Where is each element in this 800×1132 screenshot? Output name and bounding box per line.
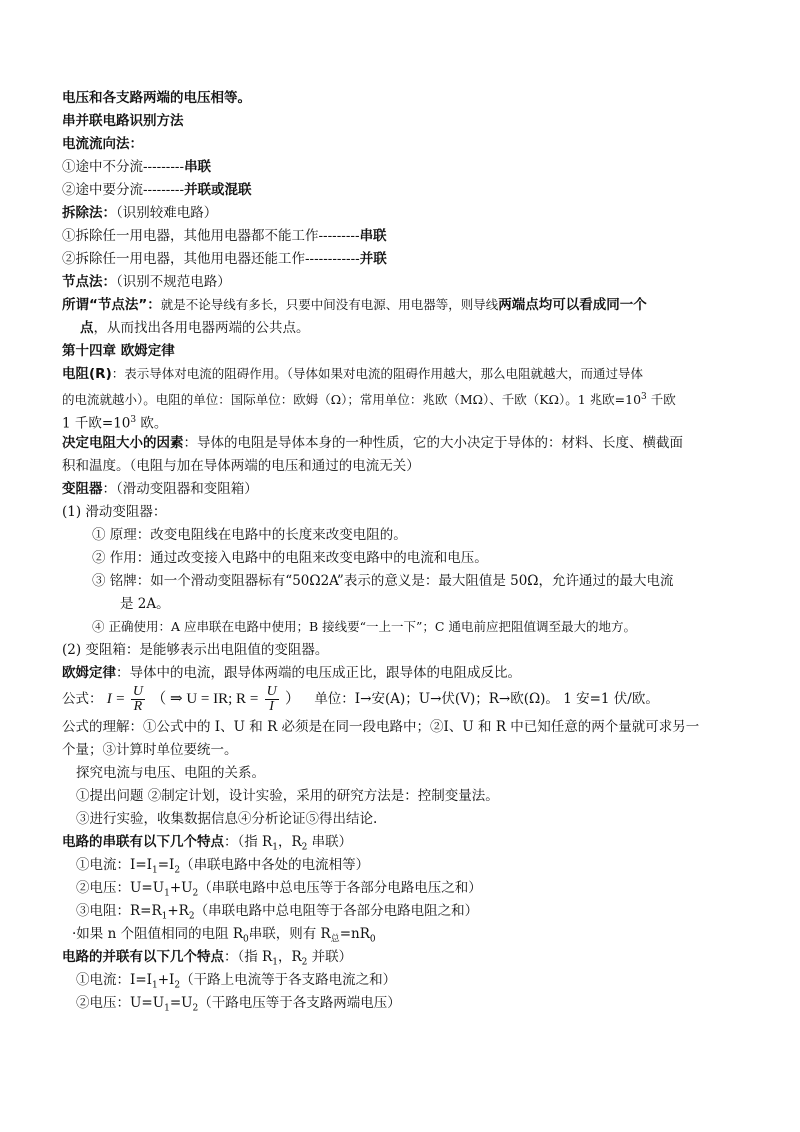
denominator: I: [269, 699, 274, 714]
paragraph-resistance-2: [62, 387, 676, 410]
text: ：导体中的电流，跟导体两端的电压成正比，跟导体的电阻成反比。: [116, 665, 521, 681]
subscript: 1: [164, 1003, 170, 1014]
text: =U: [169, 995, 193, 1011]
text: （识别不规范电路）: [116, 274, 231, 290]
text: =nR: [339, 926, 370, 942]
text: 千欧: [646, 392, 676, 408]
formula-label: 公式：: [62, 691, 103, 707]
text-bold: 串联: [359, 228, 387, 244]
paragraph-node-method-2: [80, 318, 310, 338]
paragraph-resistance-3: [62, 410, 167, 434]
chapter-14-title: [62, 341, 175, 361]
text: （串联电路中各处的电流相等）: [180, 857, 370, 873]
text: 第十四章 欧姆定律: [62, 343, 175, 359]
heading-current-flow-method: [62, 134, 143, 154]
text: =I: [157, 857, 175, 873]
subscript: 1: [151, 980, 158, 991]
formula-line: [62, 684, 659, 714]
formula-fraction-u-over-i: [265, 685, 279, 714]
text: 串联，则有 R: [248, 926, 331, 942]
text: ① 原理：改变电阻线在电路中的长度来改变电阻的。: [92, 527, 407, 543]
paragraph-formula-understanding-2: [62, 740, 238, 760]
text-bold: 串联: [184, 159, 212, 175]
text: ，从而找出各用电器两端的公共点。: [93, 320, 310, 336]
heading-series-features: [62, 832, 352, 858]
text: 电压和各支路两端的电压相等。: [62, 90, 251, 106]
text: ①提出问题 ②制定计划，设计实验，采用的研究方法是：控制变量法。: [76, 788, 499, 804]
text: 的电流就越小）。电阻的单位：国际单位：欧姆（Ω）；常用单位：兆欧（MΩ）、千欧（KΩ）。1 兆欧=10: [62, 392, 642, 408]
text-bold: 拆除法：: [62, 205, 116, 221]
text: ①电流：I=I: [76, 972, 152, 988]
text-bold: 电路的串联有以下几个特点: [62, 834, 224, 850]
text: 欧。: [136, 415, 168, 432]
text: （干路上电流等于各支路电流之和）: [180, 972, 397, 988]
subscript: 总: [330, 934, 340, 945]
subscript: 1: [272, 842, 278, 853]
text: ·如果 n 个阻值相同的电阻 R: [72, 926, 244, 942]
text: ②途中要分流---------: [62, 182, 185, 198]
subscript: 2: [301, 842, 308, 853]
subscript: 1: [272, 957, 278, 968]
text: ③进行实验，收集数据信息④分析论证⑤得出结论.: [76, 811, 378, 827]
item-series-voltage: [76, 878, 482, 904]
subscript: 2: [192, 1003, 199, 1014]
heading-parallel-features: [62, 947, 352, 973]
subscript: 1: [161, 911, 168, 922]
text: ：表示导体对电流的阻碍作用。（导体如果对电流的阻碍作用越大，那么电阻就越大，而通过导体: [111, 366, 644, 381]
item-series-n-resistors: [72, 924, 376, 950]
text: ③电阻：R=R: [76, 903, 162, 919]
text: +I: [157, 972, 175, 988]
heading-series-parallel-identification: [62, 111, 184, 131]
text: ②电压：U=U: [76, 880, 165, 896]
text: ②拆除任一用电器，其他用电器还能工作------------: [62, 251, 360, 267]
text: ：导体的电阻是导体本身的一种性质，它的大小决定于导体的：材料、长度、横截面: [183, 435, 683, 451]
text: 串并联电路识别方法: [62, 113, 184, 129]
text: 公式的理解：①公式中的 I、U 和 R 必须是在同一段电路中；②I、U 和 R 中已知任意的两个量就可求另一: [62, 719, 700, 735]
formula-var-i: I: [106, 691, 112, 707]
text: ①拆除任一用电器，其他用电器都不能工作---------: [62, 228, 360, 244]
subscript: 2: [174, 980, 181, 991]
text: ：（滑动变阻器和变阻箱）: [102, 481, 258, 497]
text: +U: [169, 880, 193, 896]
item-remove-still-work: [62, 249, 387, 269]
item-function: [92, 548, 488, 568]
text: ② 作用：通过改变接入电路中的电阻来改变电路中的电流和电压。: [92, 550, 488, 566]
formula-units: 单位：I→安(A)；U→伏(V)；R→欧(Ω)。 1 安=1 伏/欧。: [314, 691, 659, 707]
item-nameplate-cont: [120, 594, 170, 614]
text: （识别较难电路）: [116, 205, 218, 221]
text-bold: 并联: [359, 251, 387, 267]
text: ②电压：U=U: [76, 995, 165, 1011]
item-series-current: [76, 855, 369, 881]
text: （串联电路中总电阻等于各部分电路电阻之和）: [194, 903, 479, 919]
superscript: 3: [130, 415, 137, 425]
formula-equals: =: [116, 691, 125, 707]
item-series-resistance: [76, 901, 478, 927]
heading-removal-method: [62, 203, 217, 223]
paragraph-resistance-factors-1: [62, 433, 683, 453]
subscript: 2: [301, 957, 308, 968]
subscript: 2: [174, 865, 181, 876]
text: ④ 正确使用：A 应串联在电路中使用；B 接线要“一上一下”；C 通电前应把阻值调至最大的地方。: [92, 619, 636, 634]
text: ：（指 R: [224, 834, 273, 850]
text: 探究电流与电压、电阻的关系。: [76, 765, 265, 781]
text-bold: 电路的并联有以下几个特点: [62, 949, 224, 965]
denominator: R: [133, 699, 143, 714]
text: 积和温度。（电阻与加在导体两端的电压和通过的电流无关）: [62, 458, 420, 474]
item-principle: [92, 525, 407, 545]
paragraph-explore: [76, 763, 265, 783]
text-bold: 决定电阻大小的因素: [62, 435, 184, 451]
subheading-resistance-box: [62, 640, 328, 660]
text: （串联电路中总电压等于各部分电路电压之和）: [198, 880, 482, 896]
subscript: 2: [192, 888, 199, 899]
text-bold: 两端点均可以看成同一个: [498, 297, 647, 313]
text: （干路电压等于各支路两端电压）: [198, 995, 401, 1011]
text: 就是不论导线有多长，只要中间没有电源、用电器等，则导线: [160, 297, 499, 312]
text: (1) 滑动变阻器：: [62, 504, 167, 520]
text-bold: 变阻器: [62, 481, 103, 497]
paragraph-voltage-equal: [62, 88, 251, 108]
text: 电流流向法：: [62, 136, 143, 152]
text-bold: 电阻(R): [62, 366, 112, 382]
formula-fraction-u-over-r: [131, 685, 145, 714]
subscript: 1: [164, 888, 170, 899]
text: 个量；③计算时单位要统一。: [62, 742, 238, 758]
item-no-split: [62, 157, 211, 177]
paragraph-node-method-1: [62, 295, 647, 315]
subscript: 0: [369, 934, 376, 945]
text: ③ 铭牌：如一个滑动变阻器标有“50Ω2A”表示的意义是：最大阻值是 50Ω，允许通过的最大电流: [92, 573, 674, 589]
subscript: 0: [243, 934, 249, 945]
text: 串联）: [307, 834, 353, 850]
subheading-sliding-rheostat: [62, 502, 166, 522]
heading-node-method: [62, 272, 231, 292]
text: +R: [167, 903, 189, 919]
text: ，R: [277, 949, 302, 965]
subscript: 1: [151, 865, 158, 876]
superscript: 3: [641, 392, 647, 402]
paragraph-resistance-factors-2: [62, 456, 420, 476]
item-nameplate: [92, 571, 673, 591]
paragraph-steps-1: [76, 786, 499, 806]
text: (2) 变阻箱：是能够表示出电阻值的变阻器。: [62, 642, 329, 658]
numerator: U: [266, 684, 277, 699]
subscript: 2: [188, 911, 195, 922]
text: ，R: [277, 834, 302, 850]
heading-rheostat: [62, 479, 258, 499]
text: ①电流：I=I: [76, 857, 152, 873]
text: ：（指 R: [224, 949, 273, 965]
paragraph-steps-2: [76, 809, 377, 829]
text: 并联）: [307, 949, 353, 965]
item-parallel-voltage: [76, 993, 401, 1019]
text-bold: 点: [80, 320, 94, 336]
item-remove-not-work: [62, 226, 387, 246]
text: 是 2A。: [120, 596, 170, 612]
text-bold: 节点法：: [62, 274, 116, 290]
paragraph-formula-understanding-1: [62, 717, 699, 737]
formula-derived: （ ⇒ U = IR; R =: [151, 691, 259, 707]
paragraph-ohms-law: [62, 663, 521, 683]
numerator: U: [132, 684, 143, 699]
text-bold: 所谓“节点法”：: [62, 297, 161, 313]
item-correct-use: [92, 617, 636, 637]
item-parallel-current: [76, 970, 396, 996]
text-bold: 并联或混联: [184, 182, 252, 198]
item-split: [62, 180, 252, 200]
text: 1 千欧=10: [62, 415, 131, 432]
paragraph-resistance-1: [62, 364, 643, 384]
text-bold: 欧姆定律: [62, 665, 116, 681]
formula-close: ）: [285, 691, 301, 707]
text: ①途中不分流---------: [62, 159, 185, 175]
